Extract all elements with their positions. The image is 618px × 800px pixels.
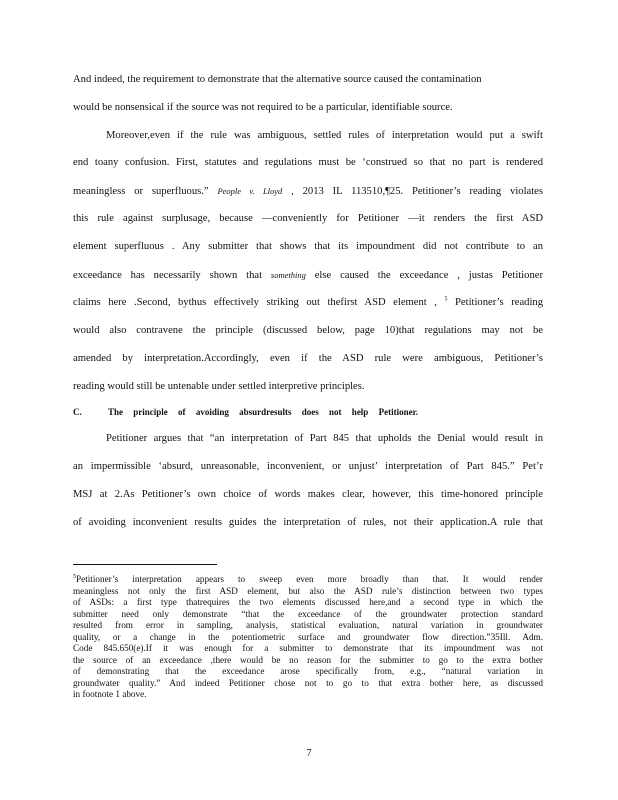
line-tail: Petitioner’s reading	[455, 297, 543, 308]
footnote-line-1	[73, 574, 543, 586]
case-citation: People v. Lloyd	[217, 186, 283, 196]
footnote-line-2: meaningless not only the first ASD element, but also the ASD rule’s distinction between two types	[73, 585, 543, 596]
footnote-line-3: of ASDs: a first type thatrequires the two elements discussed here,and a second type in which the	[73, 597, 543, 607]
body-line-12: reading would still be untenable under settled interpretive principles.	[73, 381, 365, 392]
footnote-line-6: quality, or a change in the potentiometric surface and groundwater flow direction.”35Ill. Adm.	[73, 631, 543, 642]
body-line-2: would be nonsensical if the source was not required to be a particular, identifiable source.	[73, 102, 453, 113]
section-title: The principle of avoiding absurdresults does not help Petitioner.	[108, 407, 418, 417]
body-line-10: would also contravene the principle (discussed below, page 10)that regulations may not be	[73, 325, 543, 336]
footnote-mark: 5	[73, 573, 76, 580]
body-line-5	[73, 184, 543, 199]
footnote-line-11: in footnote 1 above.	[73, 689, 147, 699]
footnote-reference[interactable]: 5	[444, 296, 448, 303]
emphasis-word: something	[270, 270, 306, 280]
body-line-9	[73, 296, 543, 310]
body-line-3: Moreover,even if the rule was ambiguous, settled rules of interpretation would put a swift	[106, 130, 543, 141]
body-line-6: this rule against surplusage, because —conveniently for Petitioner —it renders the first ASD	[73, 213, 543, 224]
citation-tail: , 2013 IL 113510,¶25. Petitioner’s reading violates	[291, 186, 543, 197]
footnote-line-9: of demonstrating that the exceedance arose specifically from, e.g., “natural variation in	[73, 666, 543, 676]
section-line-2: an impermissible ‘absurd, unreasonable, inconvenient, or unjust’ interpretation of Part 845.” Pet’r	[73, 461, 543, 472]
quote-text: meaningless or superfluous.”	[73, 186, 209, 197]
section-line-1: Petitioner argues that “an interpretation of Part 845 that upholds the Denial would result in	[106, 433, 543, 444]
footnote-line-10: groundwater quality.” And indeed Petitioner chose not to go to that extra bother here, as discussed	[73, 677, 543, 688]
line-text: claims here .Second, bythus effectively striking out thefirst ASD element ,	[73, 297, 437, 308]
page-number: 7	[306, 748, 312, 759]
footnote-line-8: the source of an exceedance ,there would be no reason for the submitter to go to the extra bother	[73, 654, 543, 665]
section-line-4: of avoiding inconvenient results guides the interpretation of rules, not their application.A rule that	[73, 517, 543, 528]
body-line-7: element superfluous . Any submitter that shows that its impoundment did not contribute to an	[73, 241, 543, 252]
body-line-8	[73, 268, 543, 283]
body-line-4: end toany confusion. First, statutes and regulations must be ‘construed so that no part is rendered	[73, 157, 543, 168]
body-line-11: amended by interpretation.Accordingly, even if the ASD rule were ambiguous, Petitioner’s	[73, 353, 543, 364]
footnote-text: Petitioner’s interpretation appears to sweep even more broadly than that. It would render	[76, 574, 543, 584]
footnote-line-4: submitter need only demonstrate “that the exceedance of the groundwater protection standard	[73, 608, 543, 619]
footnote-separator	[73, 564, 217, 565]
line-tail: else caused the exceedance , justas Petitioner	[314, 270, 543, 281]
line-text: exceedance has necessarily shown that	[73, 270, 263, 281]
footnote-line-5: resulted from error in sampling, analysis, statistical evaluation, natural variation in groundwater	[73, 620, 543, 630]
footnote-line-7: Code 845.650(e).If it was enough for a submitter to demonstrate that its impoundment was not	[73, 643, 543, 653]
section-letter: C.	[73, 407, 82, 417]
body-line-1: And indeed, the requirement to demonstrate that the alternative source caused the contamination	[73, 74, 482, 85]
section-line-3: MSJ at 2.As Petitioner’s own choice of words makes clear, however, this time-honored principle	[73, 489, 543, 500]
